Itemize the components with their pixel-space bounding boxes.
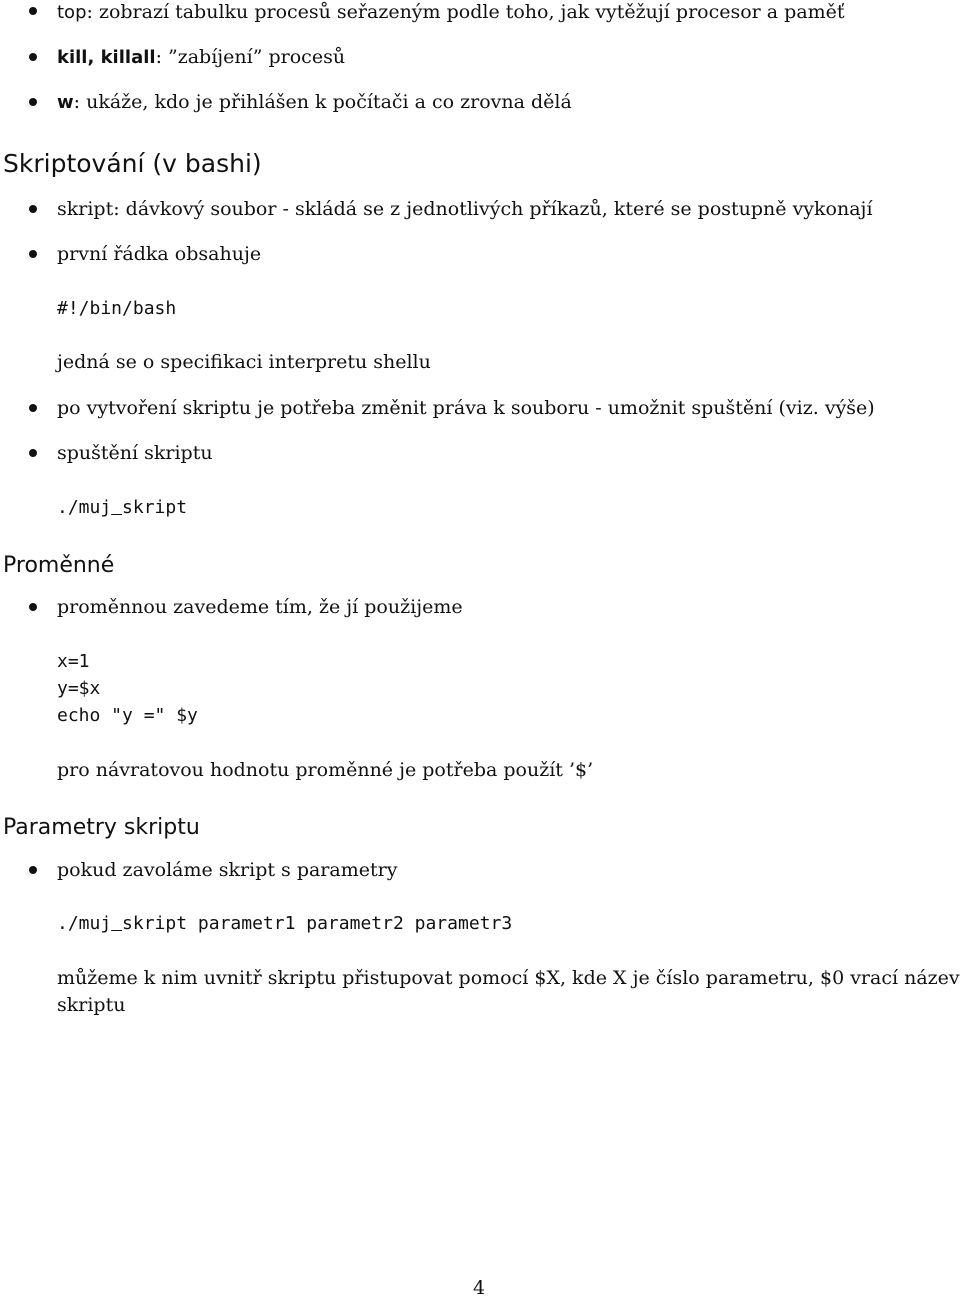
list-item: spuštění skriptu — [57, 442, 213, 464]
command-term: top — [57, 2, 87, 23]
command-term: w — [57, 92, 74, 113]
list-item — [57, 45, 345, 70]
list-item: po vytvoření skriptu je potřeba změnit práva k souboru - umožnit spuštění (viz. výše) — [57, 397, 875, 419]
paragraph-line: skriptu — [57, 994, 126, 1016]
section-heading: Skriptování (v bashi) — [3, 149, 262, 178]
bullet-dot — [29, 449, 37, 457]
underscore-gap — [111, 913, 122, 934]
code-line: #!/bin/bash — [57, 298, 177, 319]
code-part: ./muj — [57, 497, 112, 518]
underscore-gap — [111, 497, 122, 518]
code-part: ./muj — [57, 913, 112, 934]
code-part: skript — [122, 497, 188, 518]
section-heading: Parametry skriptu — [3, 815, 200, 840]
section-heading: Proměnné — [3, 553, 115, 578]
code-line — [57, 912, 512, 936]
bullet-dot — [29, 53, 37, 61]
list-item: první řádka obsahuje — [57, 243, 262, 265]
list-item — [57, 0, 845, 25]
paragraph: pro návratovou hodnotu proměnné je potřeba použít ’$’ — [57, 759, 594, 781]
bullet-dot — [29, 205, 37, 213]
list-item: proměnnou zavedeme tím, že jí použijeme — [57, 596, 463, 618]
command-term: kill, killall — [57, 47, 156, 68]
code-line — [57, 496, 187, 520]
code-line: x=1 — [57, 651, 90, 672]
bullet-dot — [29, 603, 37, 611]
paragraph-line: můžeme k nim uvnitř skriptu přistupovat pomocí $X, kde X je číslo parametru, $0 vrací název — [57, 967, 960, 989]
code-line: y=$x — [57, 678, 101, 699]
list-item: skript: dávkový soubor - skládá se z jednotlivých příkazů, které se postupně vykonají — [57, 198, 873, 220]
paragraph: jedná se o specifikaci interpretu shellu — [57, 351, 431, 373]
command-description: : ”zabíjení” procesů — [155, 46, 346, 68]
bullet-dot — [29, 250, 37, 258]
code-part: skript parametr1 parametr2 parametr3 — [122, 913, 513, 934]
list-item — [57, 90, 572, 115]
page-number: 4 — [473, 1277, 486, 1299]
list-item: pokud zavoláme skript s parametry — [57, 859, 398, 881]
bullet-dot — [29, 866, 37, 874]
bullet-dot — [29, 98, 37, 106]
code-line: echo "y =" $y — [57, 705, 198, 726]
bullet-dot — [29, 404, 37, 412]
command-description: : zobrazí tabulku procesů seřazeným podle toho, jak vytěžují procesor a paměť — [86, 1, 845, 23]
command-description: : ukáže, kdo je přihlášen k počítači a co zrovna dělá — [73, 91, 572, 113]
bullet-dot — [29, 7, 37, 15]
